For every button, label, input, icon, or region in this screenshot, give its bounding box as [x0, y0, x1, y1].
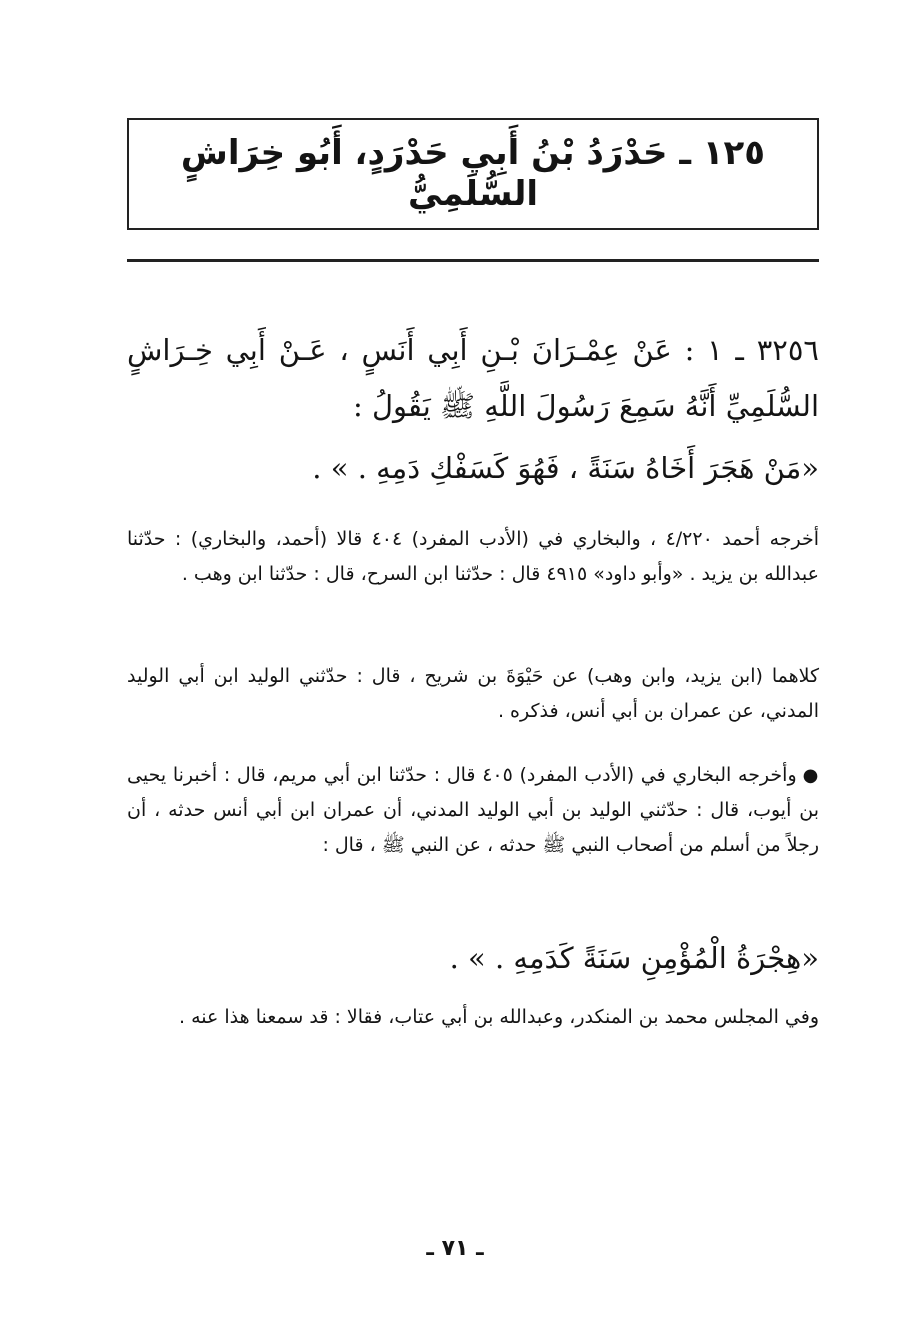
hadith-text: ٣٢٥٦ ـ ١ : عَنْ عِمْـرَانَ بْـنِ أَبِي أَنَسٍ ، عَـنْ أَبِي خِـرَاشٍ السُّلَمِيِّ أَنَّهُ سَمِعَ رَسُولَ اللَّهِ ﷺ يَقُولُ :: [127, 333, 819, 423]
chapter-title-box: [127, 118, 819, 230]
takhrij-paragraph-4: وفي المجلس محمد بن المنكدر، وعبدالله بن أبي عتاب، فقالا : قد سمعنا هذا عنه .: [179, 1006, 819, 1028]
takhrij-paragraph-3-text: وأخرجه البخاري في (الأدب المفرد) ٤٠٥ قال : حدّثنا ابن أبي مريم، قال : أخبرنا يحيى بن أيوب، قال : حدّثني الوليد بن أبي الوليد المدني، أن عمران ابن أبي أنس حدثه ، أن رجلاً من أسلم من أصحاب النبي ﷺ حدثه ، عن النبي ﷺ ، قال :: [127, 764, 819, 856]
page-number: ـ ٧١ ـ: [426, 1236, 484, 1261]
bullet-icon: ●: [802, 765, 819, 786]
takhrij-paragraph-2: كلاهما (ابن يزيد، وابن وهب) عن حَيْوَةَ بن شريح ، قال : حدّثني الوليد ابن أبي الوليد المدني، عن عمران بن أبي أنس، فذكره .: [127, 665, 819, 722]
title-divider: [127, 259, 819, 262]
takhrij-paragraph-3: [127, 758, 819, 863]
hadith-quote: «مَنْ هَجَرَ أَخَاهُ سَنَةً ، فَهُوَ كَسَفْكِ دَمِهِ . » .: [312, 451, 819, 485]
hadith-quote-2: «هِجْرَةُ الْمُؤْمِنِ سَنَةً كَدَمِهِ . » .: [449, 941, 819, 975]
takhrij-paragraph-1: أخرجه أحمد ٤/٢٢٠ ، والبخاري في (الأدب المفرد) ٤٠٤ قالا (أحمد، والبخاري) : حدّثنا عبدالله بن يزيد . «وأبو داود» ٤٩١٥ قال : حدّثنا ابن السرح، قال : حدّثنا ابن وهب .: [127, 528, 820, 585]
chapter-title: ١٢٥ ـ حَدْرَدُ بْنُ أَبِي حَدْرَدٍ، أَبُو خِرَاشٍ السُّلَمِيُّ: [180, 133, 766, 214]
